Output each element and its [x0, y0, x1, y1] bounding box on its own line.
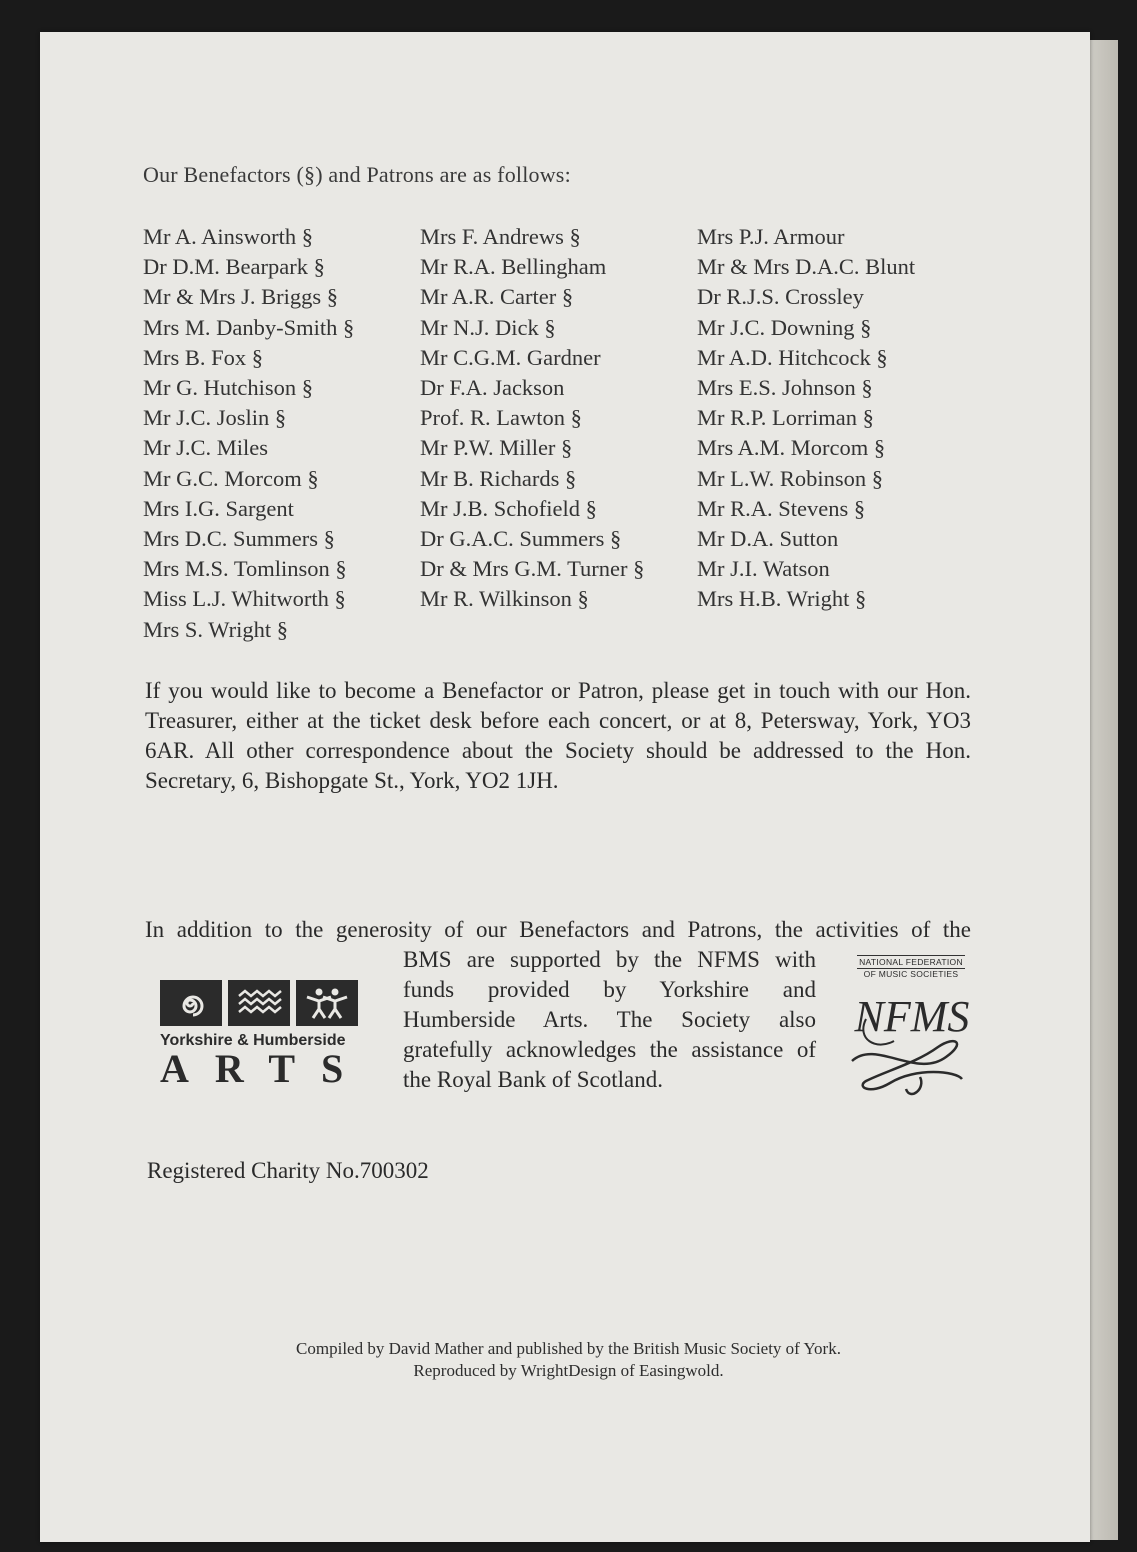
patron-name: Mr A. Ainsworth §: [143, 224, 314, 249]
patron-name: Dr R.J.S. Crossley: [697, 284, 864, 310]
yha-arts-wordmark: ARTS: [160, 1046, 370, 1091]
nfms-logo: [846, 955, 976, 1105]
support-body: BMS are supported by the NFMS with funds provided by Yorkshire and Humberside Arts. The Society also gratefully acknowledges the assistance of the Royal Bank of Scotland.: [403, 947, 816, 1092]
patron-name: Mr & Mrs J. Briggs §: [143, 284, 339, 310]
patron-name: Mr & Mrs D.A.C. Blunt: [697, 254, 916, 280]
nfms-mark: NFMS: [854, 992, 970, 1041]
patron-name: Mrs B. Fox §: [143, 344, 264, 370]
patron-name: Mr J.C. Joslin §: [143, 405, 287, 431]
patron-name: Dr D.M. Bearpark §: [143, 254, 325, 280]
patron-name: Mr C.G.M. Gardner: [420, 344, 601, 370]
page-edge: [1088, 40, 1118, 1540]
intro-heading: Our Benefactors (§) and Patrons are as follows:: [143, 162, 571, 187]
patron-name: Mr B. Richards §: [420, 465, 577, 491]
yha-name: Yorkshire & Humberside: [160, 1032, 346, 1049]
patron-name: Mrs H.B. Wright §: [697, 586, 867, 612]
patron-name: Mrs D.C. Summers §: [143, 526, 335, 552]
patron-name: Miss L.J. Whitworth §: [143, 586, 346, 612]
patron-name: Mr J.B. Schofield §: [420, 495, 597, 521]
patron-name: Mr D.A. Sutton: [697, 526, 839, 552]
become-patron-paragraph: If you would like to become a Benefactor or Patron, please get in touch with our Hon. Treasurer, either at the ticket desk before each concert, or at 8, Petersway, York, YO3 6AR. All other correspondence about the Society should be addressed to the Hon. Secretary, 6, Bishopgate St., York, YO2 1JH.: [145, 678, 971, 793]
patron-name: Mrs P.J. Armour: [697, 224, 845, 249]
patron-name: Dr & Mrs G.M. Turner §: [420, 556, 645, 582]
credits-line-1: Compiled by David Mather and published by the British Music Society of York.: [296, 1339, 841, 1358]
names-column-2: [420, 222, 644, 615]
nfms-caption-line2: OF MUSIC SOCIETIES: [863, 969, 959, 979]
patron-name: Mr G.C. Morcom §: [143, 465, 319, 491]
nfms-emblem: [846, 979, 976, 1103]
patron-name: Mr N.J. Dick §: [420, 314, 556, 340]
nfms-caption: [846, 955, 976, 979]
patron-name: Mrs S. Wright §: [143, 616, 288, 642]
patron-name: Dr F.A. Jackson: [420, 375, 565, 401]
patron-name: Mr R.A. Stevens §: [697, 495, 866, 521]
dancers-icon: [296, 980, 358, 1026]
waves-icon: [228, 980, 290, 1026]
nfms-caption-line1: NATIONAL FEDERATION: [859, 957, 963, 967]
patron-name: Mrs M.S. Tomlinson §: [143, 556, 347, 582]
patron-name: Mr J.C. Downing §: [697, 314, 872, 340]
patron-name: Mrs E.S. Johnson §: [697, 375, 873, 401]
patron-name: Mr R.A. Bellingham: [420, 254, 607, 280]
patron-name: Mrs I.G. Sargent: [143, 495, 294, 521]
patron-name: Mr A.D. Hitchcock §: [697, 344, 888, 370]
patron-name: Dr G.A.C. Summers §: [420, 526, 622, 552]
patron-name: Mr G. Hutchison §: [143, 375, 313, 401]
patron-name: Mr J.I. Watson: [697, 556, 830, 582]
support-first-line: In addition to the generosity of our Benefactors and Patrons, the activities of the: [145, 917, 971, 942]
patron-name: Prof. R. Lawton §: [420, 405, 582, 431]
credits-line-2: Reproduced by WrightDesign of Easingwold.: [413, 1361, 724, 1380]
patron-name: Mrs F. Andrews §: [420, 224, 581, 249]
spiral-icon: [160, 980, 222, 1026]
patron-name: Mr J.C. Miles: [143, 435, 269, 461]
registered-charity: Registered Charity No.700302: [147, 1158, 429, 1183]
names-column-3: [697, 222, 915, 615]
names-column-1: [143, 222, 354, 645]
patron-name: Mr A.R. Carter §: [420, 284, 574, 310]
patron-name: Mr R.P. Lorriman §: [697, 405, 874, 431]
patron-name: Mr P.W. Miller §: [420, 435, 573, 461]
patron-name: Mrs M. Danby-Smith §: [143, 314, 355, 340]
patron-name: Mr L.W. Robinson §: [697, 465, 884, 491]
credits: [0, 1338, 1137, 1382]
patron-name: Mr R. Wilkinson §: [420, 586, 589, 612]
patron-name: Mrs A.M. Morcom §: [697, 435, 886, 461]
yorkshire-humberside-arts-logo: [160, 980, 370, 1091]
